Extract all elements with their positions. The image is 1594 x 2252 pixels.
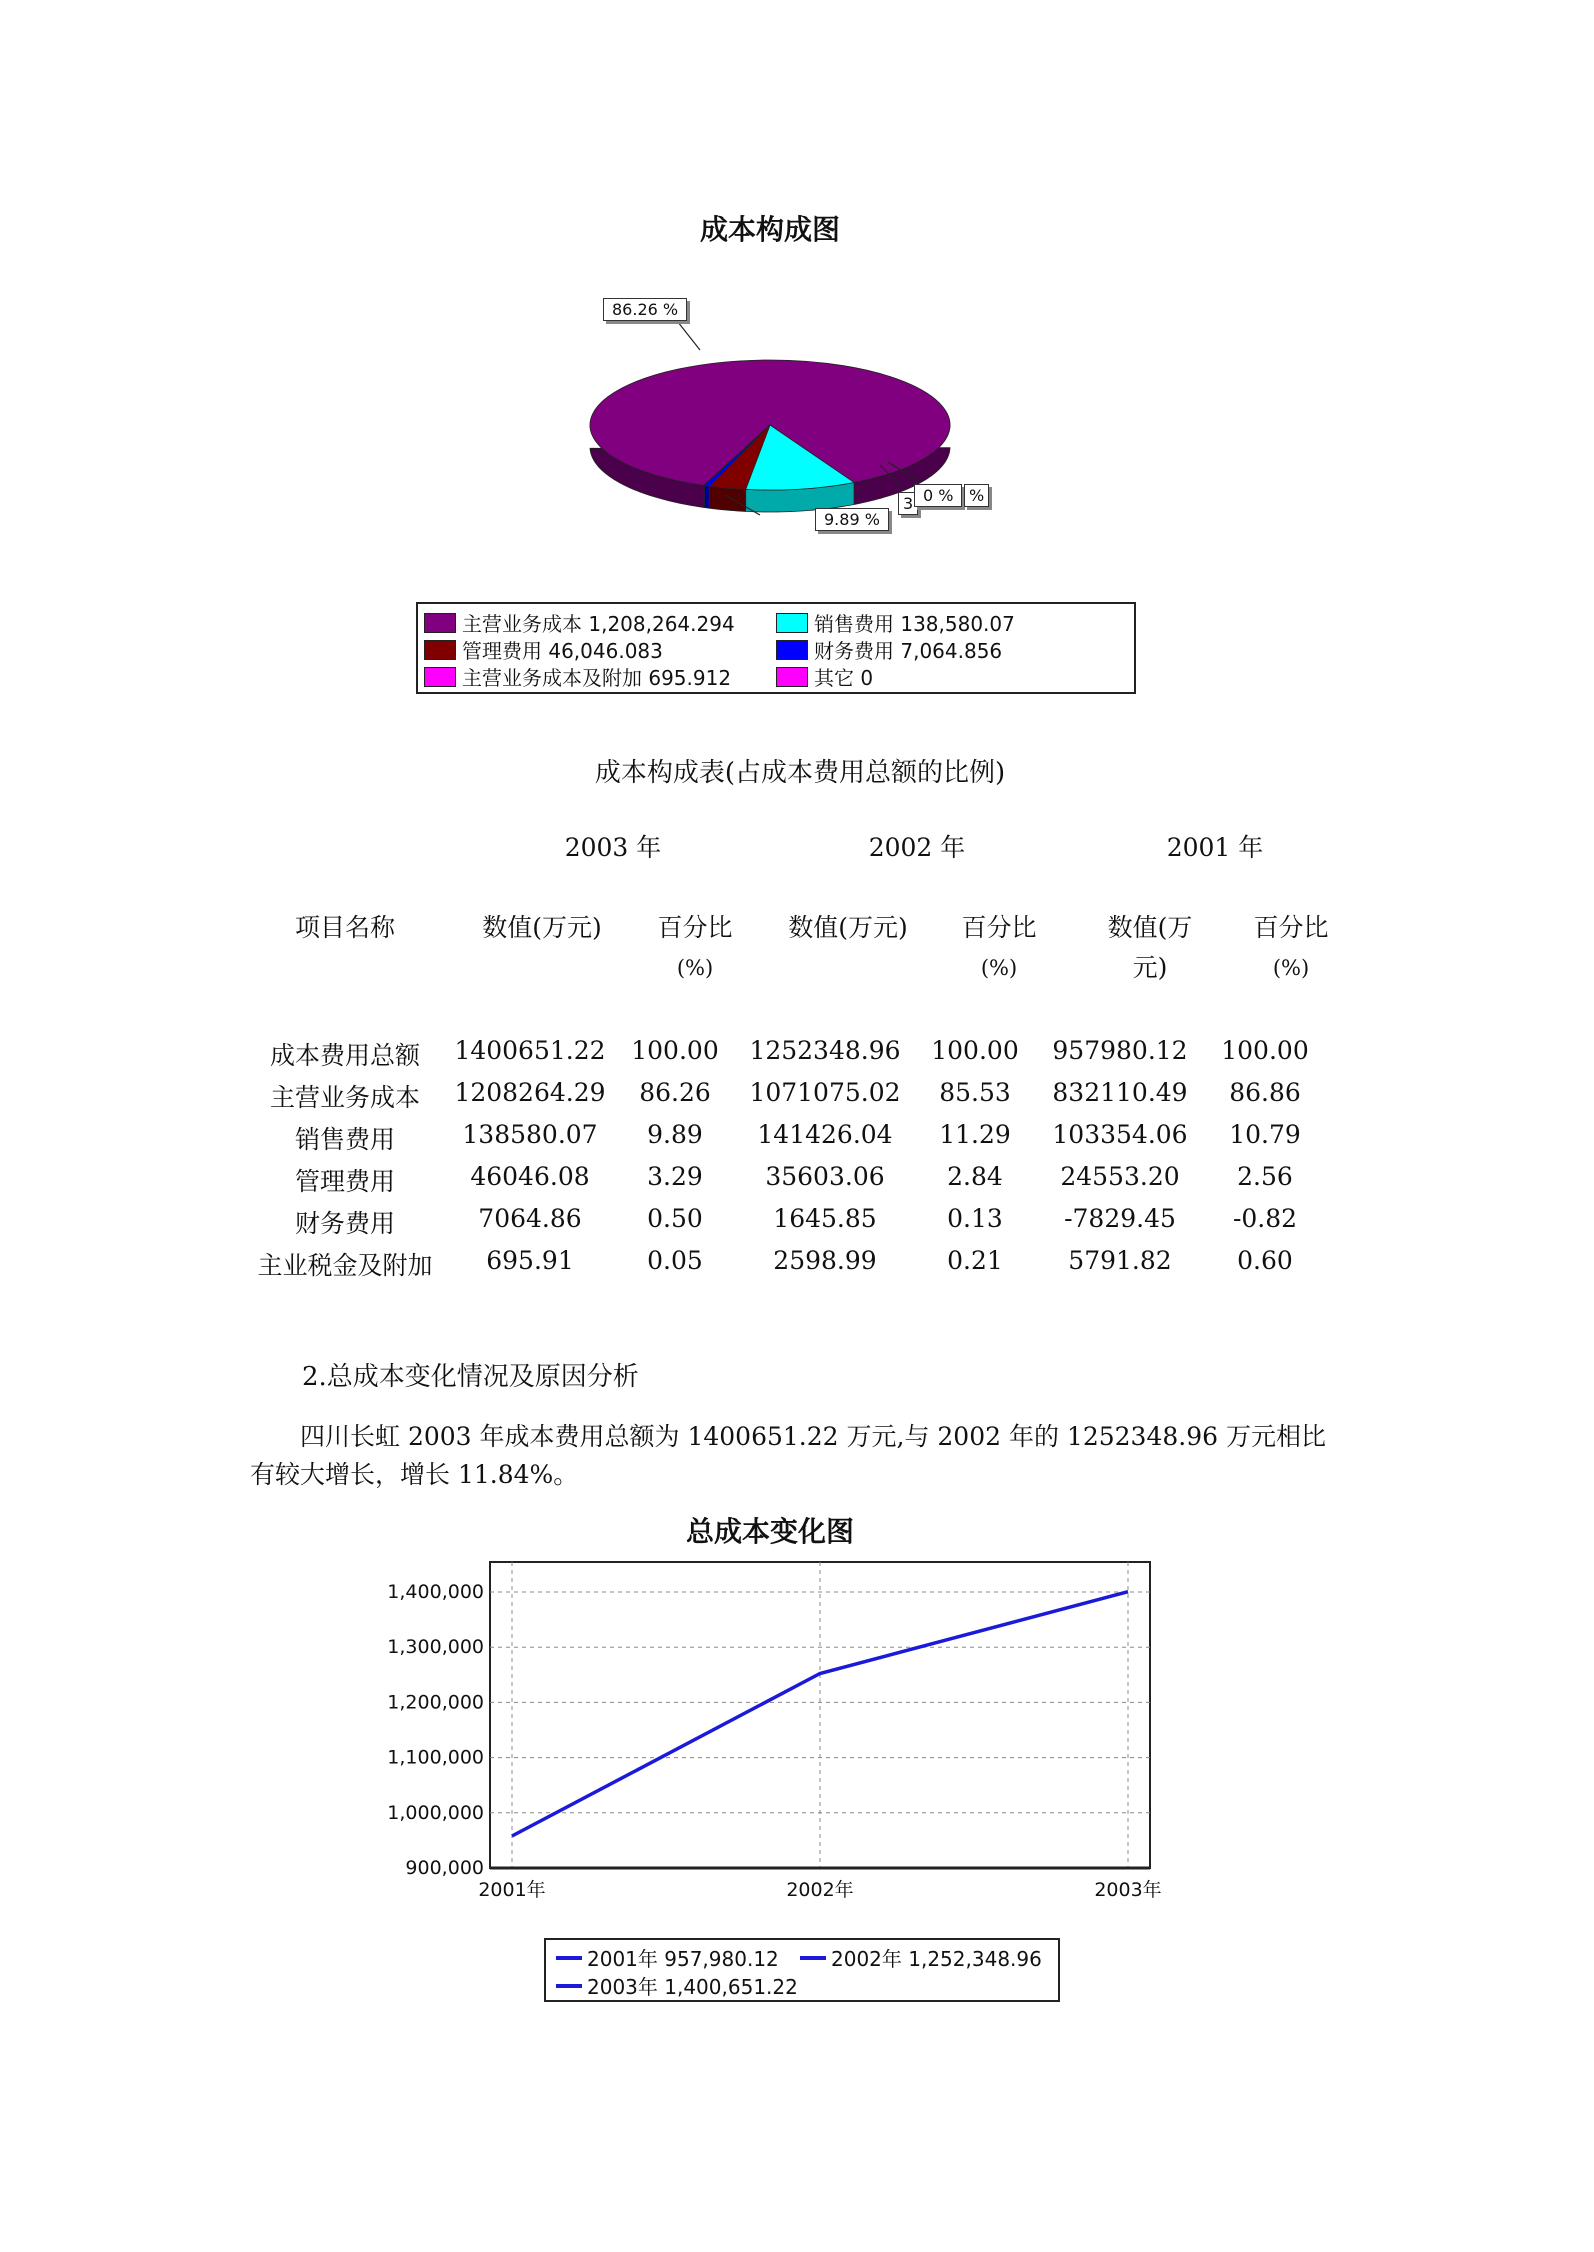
pie-wall (704, 485, 705, 507)
y-tick-label: 1,300,000 (387, 1636, 484, 1659)
table-cell: 832110.49 (1052, 1078, 1188, 1107)
table-cell: 100.00 (931, 1036, 1019, 1065)
header-pct-label: 百分比 (657, 913, 733, 942)
table-cell: 1252348.96 (749, 1036, 901, 1065)
table-title: 成本构成表(占成本费用总额的比例) (594, 758, 1006, 788)
table-cell: 141426.04 (757, 1120, 893, 1149)
table-cell: -0.82 (1232, 1204, 1298, 1233)
pie-callout-small-2: 0 % (914, 484, 962, 507)
row-label: 成本费用总额 (269, 1041, 420, 1070)
pie-chart (560, 290, 1040, 550)
year-2002: 2002 年 (868, 833, 966, 862)
table-cell: 103354.06 (1052, 1120, 1188, 1149)
header-pct-2001 (1236, 908, 1346, 988)
header-pct-label: 百分比 (961, 913, 1037, 942)
pie-legend (416, 602, 1136, 694)
row-label: 管理费用 (294, 1167, 395, 1196)
legend-item (424, 635, 663, 664)
table-cell: 86.26 (639, 1078, 711, 1107)
pie-chart-title: 成本构成图 (699, 213, 840, 246)
table-row (240, 1078, 1330, 1120)
legend-label: 主营业务成本 1,208,264.294 (462, 612, 735, 636)
table-header-row (0, 908, 1594, 988)
legend-label: 2001年 957,980.12 (587, 1947, 779, 1971)
line-legend (544, 1938, 1060, 2002)
table-row (240, 1120, 1330, 1162)
header-pct-unit: (%) (980, 956, 1018, 980)
header-pct-2002 (944, 908, 1054, 988)
table-cell: 5791.82 (1068, 1246, 1172, 1275)
legend-item (800, 1943, 1042, 1972)
table-cell: 100.00 (1221, 1036, 1309, 1065)
table-cell: 1400651.22 (454, 1036, 606, 1065)
legend-item (556, 1943, 779, 1972)
legend-item (424, 662, 731, 691)
table-cell: 1071075.02 (749, 1078, 901, 1107)
section-heading: 2.总成本变化情况及原因分析 (302, 1362, 639, 1392)
x-tick-label: 2003年 (1094, 1879, 1162, 1901)
pie-callout-main: 86.26 % (603, 298, 687, 321)
legend-item (424, 608, 735, 637)
row-label: 销售费用 (294, 1125, 395, 1154)
legend-label: 财务费用 7,064.856 (814, 639, 1003, 663)
legend-label: 其它 0 (814, 666, 874, 690)
table-cell: 46046.08 (470, 1162, 590, 1191)
legend-item (776, 635, 1002, 664)
legend-item (776, 608, 1015, 637)
table-cell: 35603.06 (765, 1162, 885, 1191)
header-value-2003: 数值(万元) (482, 913, 602, 942)
y-tick-label: 1,200,000 (387, 1691, 484, 1714)
cost-table (240, 1036, 1330, 1288)
legend-label: 2003年 1,400,651.22 (587, 1975, 798, 1999)
table-cell: 0.13 (947, 1204, 1003, 1233)
legend-line-swatch (556, 1984, 582, 1988)
table-row (240, 1036, 1330, 1078)
row-label: 主营业务成本 (269, 1083, 420, 1112)
legend-item (776, 662, 873, 691)
table-cell: 957980.12 (1052, 1036, 1188, 1065)
table-cell: 24553.20 (1060, 1162, 1180, 1191)
line-chart (360, 1550, 1180, 1920)
table-cell: 3.29 (647, 1162, 703, 1191)
header-pct-unit: (%) (676, 956, 714, 980)
header-pct-unit: (%) (1272, 956, 1310, 980)
table-cell: 2.84 (947, 1162, 1003, 1191)
table-cell: 2598.99 (773, 1246, 877, 1275)
table-cell: -7829.45 (1064, 1204, 1176, 1233)
year-2001: 2001 年 (1166, 833, 1264, 862)
table-cell: 0.60 (1237, 1246, 1293, 1275)
year-2003: 2003 年 (564, 833, 662, 862)
legend-line-swatch (800, 1956, 826, 1960)
table-cell: 2.56 (1237, 1162, 1293, 1191)
header-pct-label: 百分比 (1253, 913, 1329, 942)
y-tick-label: 900,000 (405, 1857, 484, 1879)
header-value-2002: 数值(万元) (788, 913, 908, 942)
pie-callout-small-1: 3 (898, 492, 918, 515)
table-cell: 85.53 (939, 1078, 1011, 1107)
legend-swatch (424, 640, 456, 660)
section-paragraph (250, 1418, 1370, 1494)
legend-item (556, 1971, 798, 2000)
table-cell: 0.50 (647, 1204, 703, 1233)
table-row (240, 1162, 1330, 1204)
table-cell: 138580.07 (462, 1120, 598, 1149)
table-row (240, 1204, 1330, 1246)
paragraph-line-1: 四川长虹 2003 年成本费用总额为 1400651.22 万元,与 2002 年的 1252348.96 万元相比 (300, 1422, 1326, 1451)
header-pct-2003 (640, 908, 750, 988)
table-cell: 0.21 (947, 1246, 1003, 1275)
table-cell: 9.89 (647, 1120, 703, 1149)
table-cell: 695.91 (486, 1246, 574, 1275)
legend-line-swatch (556, 1956, 582, 1960)
pie-wall (704, 486, 709, 509)
y-tick-label: 1,400,000 (387, 1581, 484, 1603)
table-cell: 100.00 (631, 1036, 719, 1065)
pie-wall (710, 486, 746, 511)
row-label: 主业税金及附加 (257, 1251, 433, 1280)
row-label: 财务费用 (294, 1209, 395, 1238)
table-row (240, 1246, 1330, 1288)
legend-label: 2002年 1,252,348.96 (831, 1947, 1042, 1971)
paragraph-line-2: 有较大增长，增长 11.84%。 (250, 1460, 579, 1489)
x-tick-label: 2002年 (786, 1879, 854, 1901)
y-tick-label: 1,100,000 (387, 1746, 484, 1769)
table-cell: 86.86 (1229, 1078, 1301, 1107)
legend-swatch (776, 640, 808, 660)
legend-swatch (776, 613, 808, 633)
legend-swatch (776, 667, 808, 687)
table-cell: 7064.86 (478, 1204, 582, 1233)
pie-callout-small-3: % (964, 484, 989, 507)
x-tick-label: 2001年 (478, 1879, 546, 1901)
legend-swatch (424, 613, 456, 633)
line-chart-title: 总成本变化图 (685, 1515, 854, 1548)
table-cell: 11.29 (939, 1120, 1011, 1149)
table-cell: 1208264.29 (454, 1078, 606, 1107)
legend-swatch (424, 667, 456, 687)
legend-label: 主营业务成本及附加 695.912 (462, 666, 732, 690)
table-cell: 10.79 (1229, 1120, 1301, 1149)
header-value-label: 数值(万 (1107, 913, 1193, 942)
legend-label: 销售费用 138,580.07 (814, 612, 1015, 636)
legend-label: 管理费用 46,046.083 (462, 639, 663, 663)
header-value-2001 (1080, 908, 1220, 988)
table-cell: 1645.85 (773, 1204, 877, 1233)
pie-callout-sales: 9.89 % (815, 508, 889, 531)
table-cell: 0.05 (647, 1246, 703, 1275)
y-tick-label: 1,000,000 (387, 1801, 484, 1824)
header-name: 项目名称 (294, 913, 395, 942)
header-value-unit: 元) (1132, 953, 1168, 982)
